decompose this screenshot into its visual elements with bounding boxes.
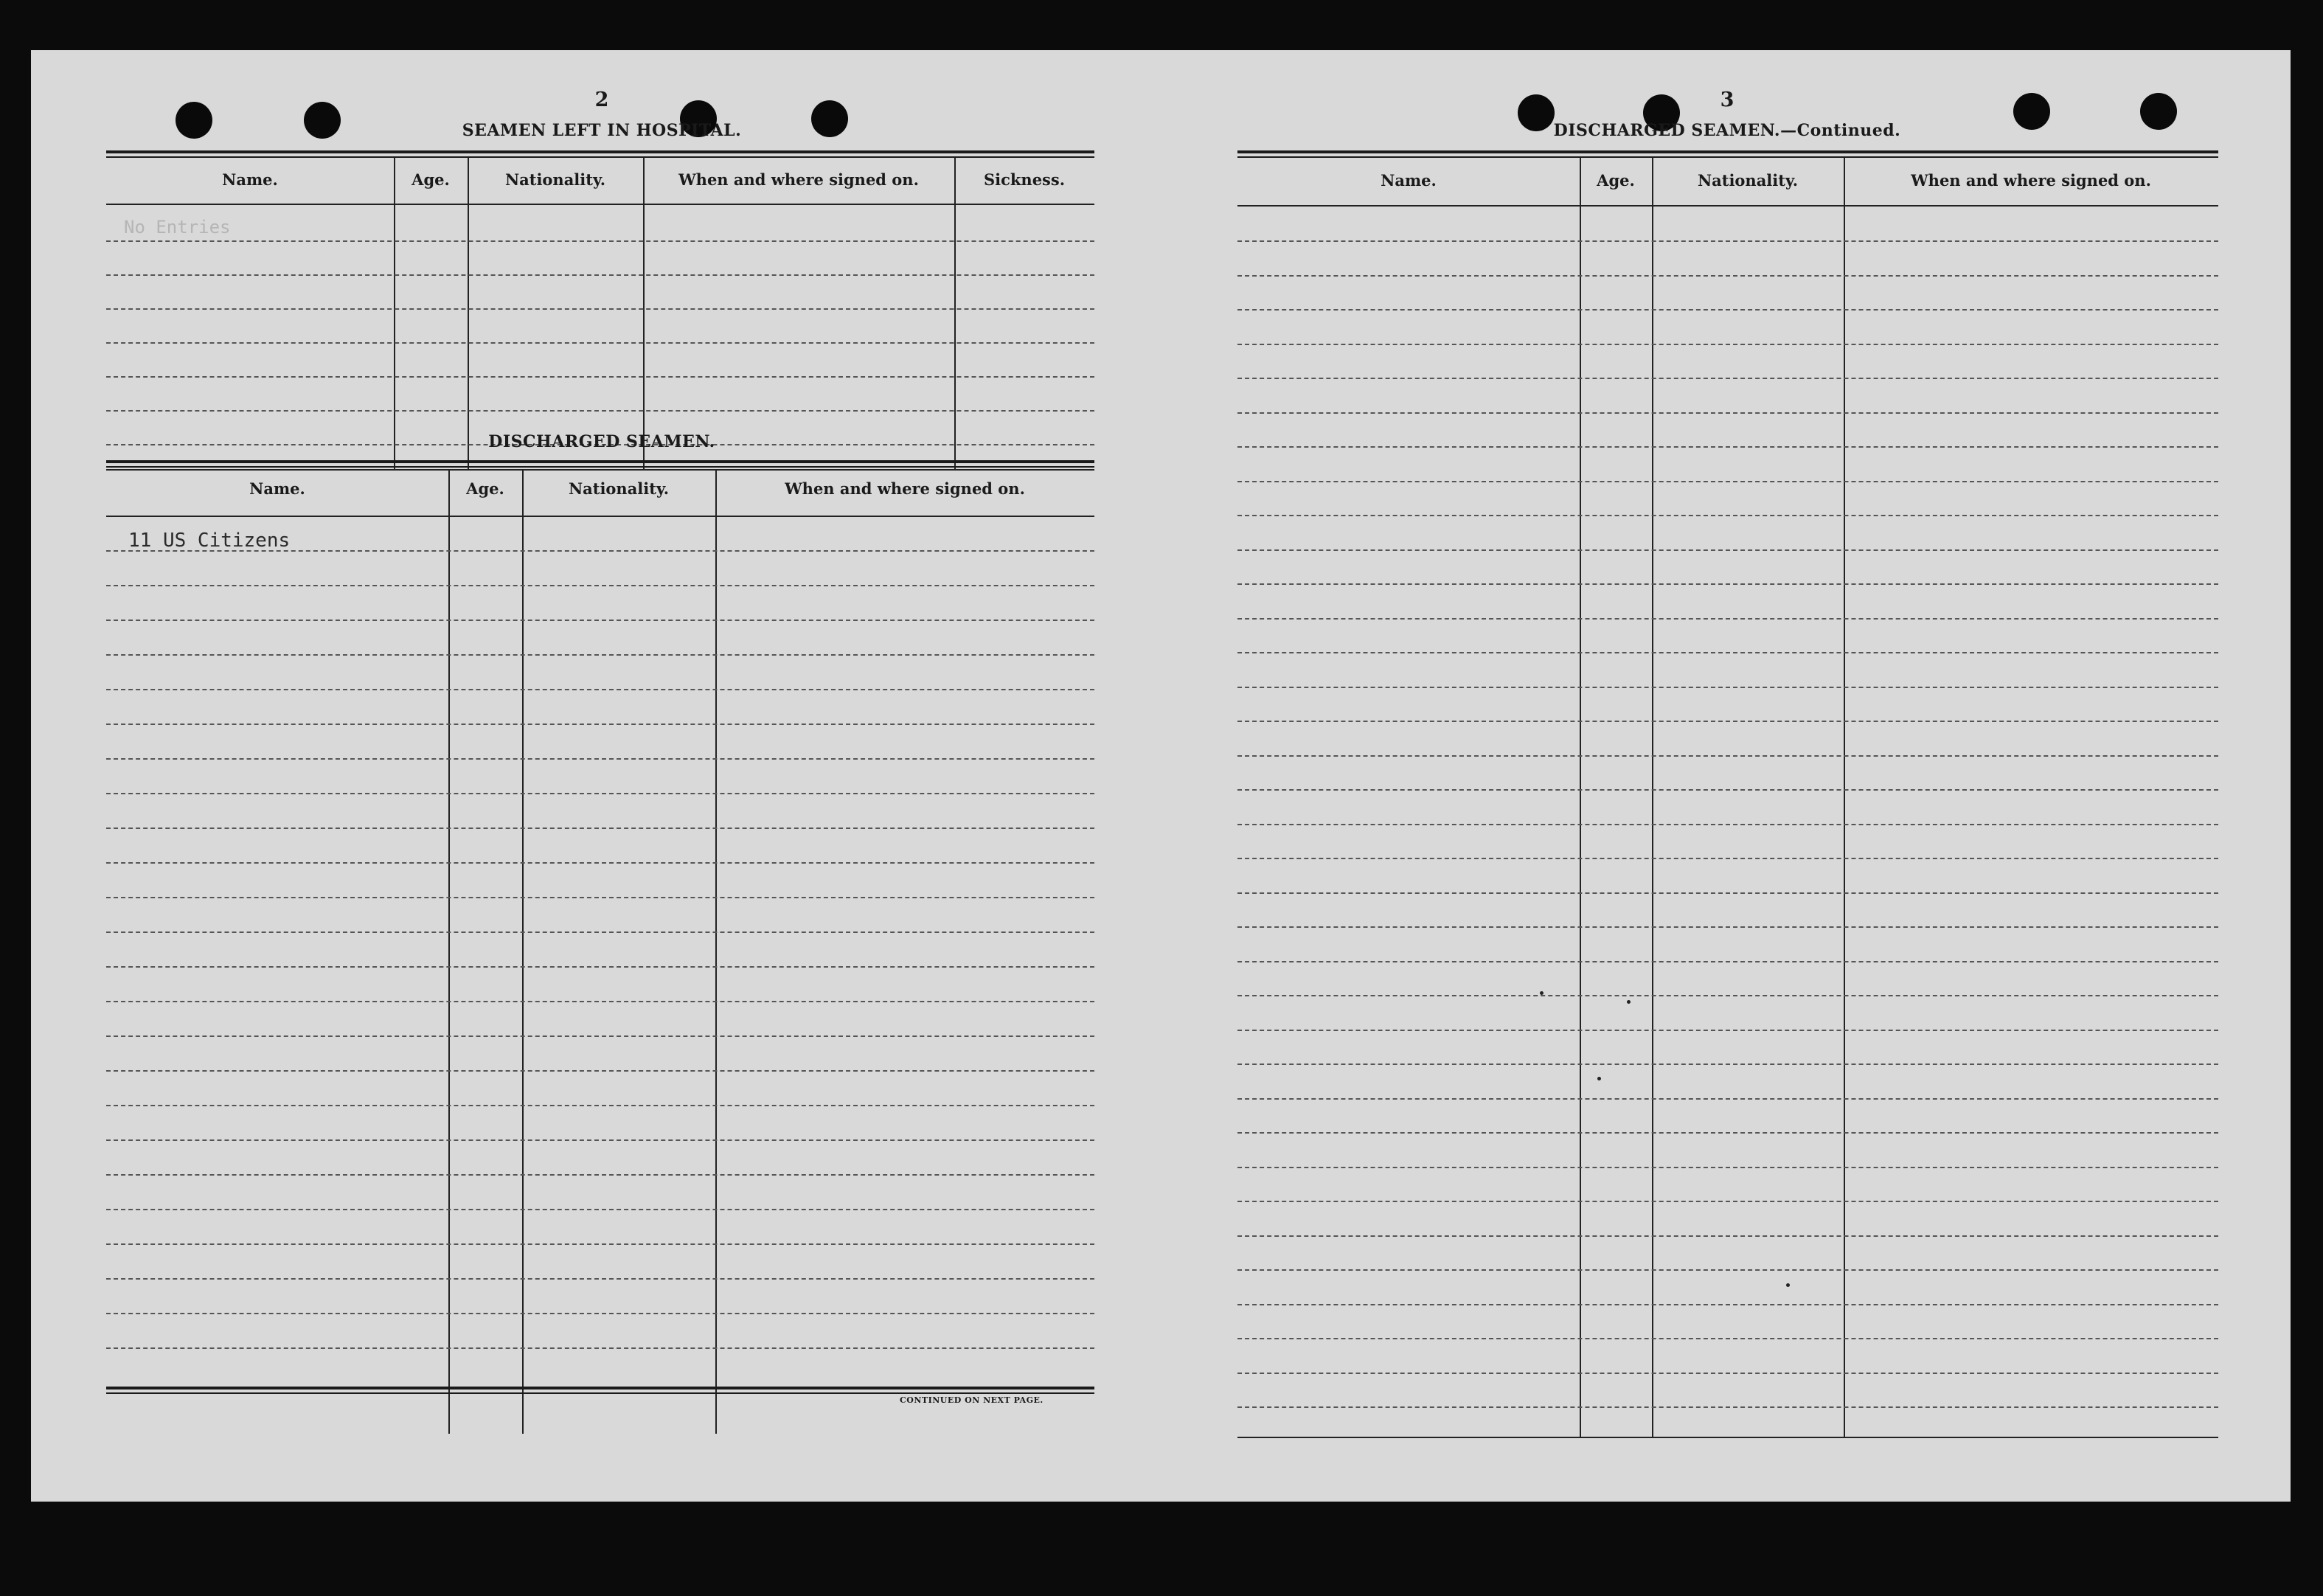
ledger-row-line xyxy=(106,1035,1094,1037)
ledger-row-line xyxy=(1237,549,2218,551)
ledger-row-line xyxy=(1237,1269,2218,1271)
continued-footer: CONTINUED ON NEXT PAGE. xyxy=(900,1395,1044,1405)
hospital-col-divider xyxy=(468,158,469,471)
punch-hole xyxy=(304,102,341,139)
discharged-bottom-rule xyxy=(106,1387,1094,1389)
discharged-col-name: Name. xyxy=(249,479,305,498)
ledger-row-line xyxy=(1237,652,2218,653)
ledger-row-line xyxy=(106,1243,1094,1245)
ledger-row-line xyxy=(1237,618,2218,620)
punch-hole xyxy=(2013,93,2050,130)
hospital-col-signed-on: When and where signed on. xyxy=(678,170,919,189)
discharged-col-divider xyxy=(448,469,450,1434)
ledger-row-line xyxy=(106,585,1094,586)
ledger-row-line xyxy=(1237,1235,2218,1237)
hospital-col-divider xyxy=(394,158,395,471)
ledger-row-line xyxy=(1237,515,2218,516)
ledger-row-line xyxy=(1237,309,2218,310)
ledger-row-line xyxy=(1237,275,2218,277)
right-top-rule xyxy=(1237,150,2218,153)
ledger-row-line xyxy=(106,966,1094,968)
ledger-row-line xyxy=(1237,926,2218,928)
ledger-row-line xyxy=(1237,1406,2218,1408)
ledger-row-line xyxy=(106,758,1094,760)
hospital-top-rule xyxy=(106,150,1094,153)
document-sheet xyxy=(31,50,2291,1502)
ledger-row-line xyxy=(106,793,1094,794)
punch-hole xyxy=(176,102,212,139)
hospital-faint-entry: No Entries xyxy=(124,217,231,237)
ledger-row-line xyxy=(106,1278,1094,1280)
discharged-entry-text: 11 US Citizens xyxy=(128,530,291,552)
ledger-row-line xyxy=(1237,824,2218,825)
ledger-row-line xyxy=(106,1347,1094,1349)
ledger-row-line xyxy=(106,828,1094,829)
ledger-row-line xyxy=(106,931,1094,933)
ledger-row-line xyxy=(1237,378,2218,379)
ledger-row-line xyxy=(106,1001,1094,1002)
ledger-row-line xyxy=(106,897,1094,898)
ledger-row-line xyxy=(1237,961,2218,962)
ink-speck xyxy=(1786,1283,1790,1287)
ledger-row-line xyxy=(1237,1304,2218,1305)
ledger-row-line xyxy=(106,620,1094,621)
ledger-row-line xyxy=(1237,1132,2218,1134)
ledger-row-line xyxy=(1237,1064,2218,1065)
ledger-row-line xyxy=(1237,412,2218,414)
hospital-section-title: SEAMEN LEFT IN HOSPITAL. xyxy=(462,121,742,140)
discharged-col-divider xyxy=(715,469,717,1434)
right-col-divider xyxy=(1844,158,1845,1437)
discharged-header-rule xyxy=(106,516,1094,517)
punch-hole xyxy=(811,100,848,137)
right-col-signed-on: When and where signed on. xyxy=(1911,171,2151,190)
hospital-bottom-rule xyxy=(106,469,1094,471)
hospital-row-line xyxy=(106,342,1094,344)
ink-speck xyxy=(1597,1077,1601,1080)
ledger-row-line xyxy=(106,1313,1094,1314)
discharged-col-divider xyxy=(522,469,524,1434)
ledger-row-line xyxy=(106,550,1094,552)
ledger-row-line xyxy=(1237,892,2218,894)
ink-speck xyxy=(1540,991,1544,995)
ledger-row-line xyxy=(1237,1338,2218,1339)
ledger-row-line xyxy=(1237,1201,2218,1202)
ledger-row-line xyxy=(106,654,1094,656)
hospital-col-age: Age. xyxy=(412,170,450,189)
hospital-row-line xyxy=(106,410,1094,412)
hospital-row-line xyxy=(106,308,1094,310)
hospital-col-name: Name. xyxy=(222,170,278,189)
discharged-col-signed-on: When and where signed on. xyxy=(785,479,1025,498)
ledger-row-line xyxy=(106,1070,1094,1072)
ledger-row-line xyxy=(1237,755,2218,757)
hospital-header-rule xyxy=(106,204,1094,205)
ledger-row-line xyxy=(106,724,1094,725)
ledger-row-line xyxy=(1237,583,2218,585)
right-col-age: Age. xyxy=(1597,171,1635,190)
ledger-row-line xyxy=(1237,1373,2218,1374)
ledger-row-line xyxy=(1237,1098,2218,1100)
hospital-row-line xyxy=(106,274,1094,276)
left-page-number: 2 xyxy=(594,89,609,111)
discharged-col-age: Age. xyxy=(466,479,504,498)
hospital-row-line xyxy=(106,376,1094,378)
ledger-row-line xyxy=(106,1105,1094,1106)
discharged-top-rule xyxy=(106,460,1094,463)
punch-hole xyxy=(1518,94,1555,131)
ledger-row-line xyxy=(1237,721,2218,722)
ledger-row-line xyxy=(1237,344,2218,345)
right-section-title: DISCHARGED SEAMEN.—Continued. xyxy=(1553,121,1901,140)
ledger-row-line xyxy=(1237,995,2218,996)
discharged-section-title: DISCHARGED SEAMEN. xyxy=(488,432,715,451)
right-col-nationality: Nationality. xyxy=(1697,171,1799,190)
ledger-row-line xyxy=(1237,240,2218,242)
ledger-row-line xyxy=(1237,1167,2218,1168)
hospital-col-sickness: Sickness. xyxy=(983,170,1066,189)
ledger-row-line xyxy=(1237,481,2218,482)
discharged-col-nationality: Nationality. xyxy=(568,479,670,498)
ledger-row-line xyxy=(106,862,1094,864)
ledger-row-line xyxy=(1237,858,2218,859)
ledger-row-line xyxy=(106,1209,1094,1210)
ledger-row-line xyxy=(106,1174,1094,1176)
right-col-divider xyxy=(1580,158,1581,1437)
right-header-rule xyxy=(1237,205,2218,207)
hospital-col-divider xyxy=(954,158,956,471)
ledger-row-line xyxy=(1237,687,2218,688)
ledger-row-line xyxy=(106,689,1094,690)
right-page-number: 3 xyxy=(1720,89,1735,111)
right-bottom-rule xyxy=(1237,1437,2218,1438)
hospital-row-line xyxy=(106,240,1094,242)
ledger-row-line xyxy=(1237,1030,2218,1031)
punch-hole xyxy=(2140,93,2177,130)
right-col-name: Name. xyxy=(1381,171,1437,190)
ledger-row-line xyxy=(1237,789,2218,791)
right-col-divider xyxy=(1652,158,1653,1437)
hospital-col-divider xyxy=(643,158,645,471)
ledger-row-line xyxy=(106,1139,1094,1141)
ink-speck xyxy=(1627,1000,1631,1004)
hospital-col-nationality: Nationality. xyxy=(504,170,606,189)
ledger-row-line xyxy=(1237,446,2218,448)
